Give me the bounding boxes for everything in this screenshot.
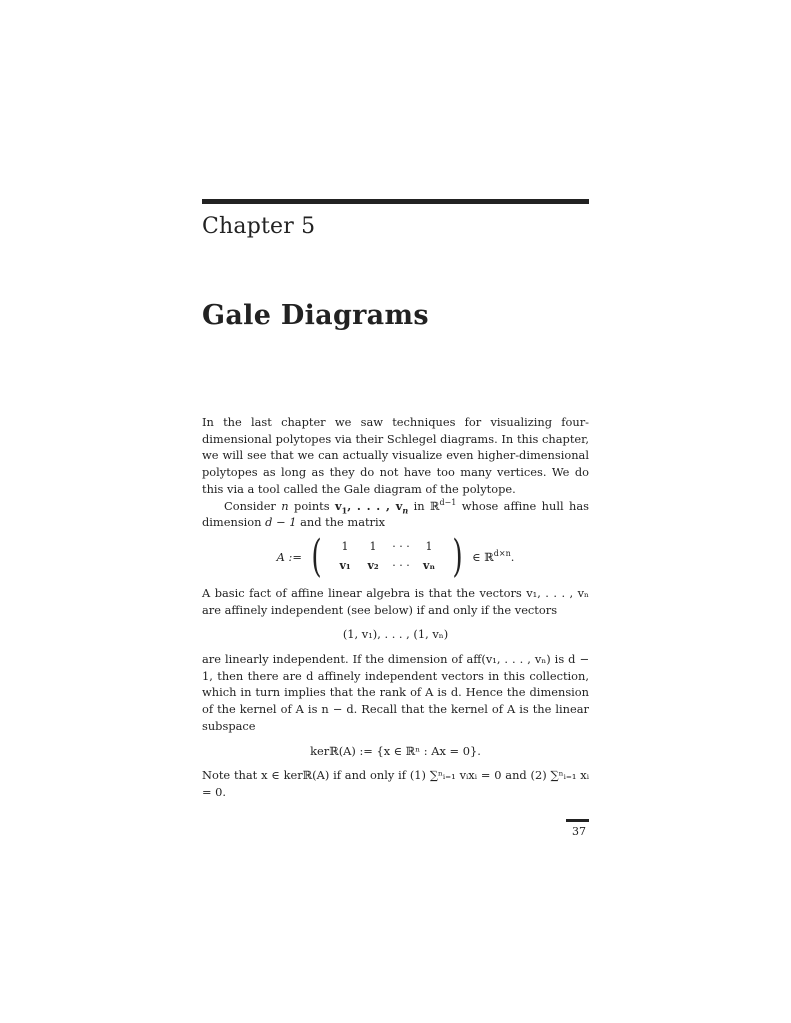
matrix-cell: 1 [341, 540, 349, 554]
left-paren: ( [311, 530, 322, 582]
page-number: 37 [572, 825, 586, 838]
matrix-cell: v₂ [367, 558, 379, 572]
right-paren: ) [452, 530, 463, 582]
math-n: n [281, 498, 289, 513]
math-dim: d − 1 [265, 515, 297, 530]
matrix-cell: · · · [392, 540, 410, 554]
chapter-top-rule [202, 199, 589, 204]
matrix-rhs: ∈ ℝ$^{d\times n}$. [472, 548, 515, 564]
text-run: Consider [224, 498, 282, 513]
matrix-lhs: A := [276, 549, 302, 564]
matrix-cell: · · · [392, 558, 410, 572]
page-number-rule [566, 819, 589, 822]
chapter-title: Gale Diagrams [202, 300, 429, 331]
text-run: and the matrix [296, 515, 386, 530]
math-sup: d−1 [439, 497, 457, 507]
equation-vectors: (1, v₁), . . . , (1, vₙ) [342, 627, 449, 642]
paragraph-note: Note that x ∈ kerℝ(A) if and only if (1) ∑ⁿᵢ₌₁ vᵢxᵢ = 0 and (2) ∑ⁿᵢ₌₁ xᵢ = 0. [202, 768, 589, 799]
matrix-body [331, 539, 443, 574]
paragraph-linear-independence: are linearly independent. If the dimension of aff(v₁, . . . , vₙ) is d − 1, then there are d affinely independent vectors in this collection, which in turn implies that the rank of A is d. Hence the dimension of the kernel of A is n − d. Recall that the kernel of A is the linear subspace [202, 652, 589, 733]
paragraph-intro: In the last chapter we saw techniques for visualizing four-dimensional polytopes via their Schlegel diagrams. In this chapter, we will see that we can actually visualize even higher-dimensional polytopes as long as they do not have too many vertices. We do this via a tool called the Gale diagram of the polytope. [202, 415, 589, 496]
matrix-equation [202, 530, 589, 582]
equation-kernel: kerℝ(A) := {x ∈ ℝⁿ : Ax = 0}. [310, 743, 481, 758]
matrix-cell: v₁ [339, 558, 351, 572]
matrix-cell: 1 [369, 540, 377, 554]
matrix-rhs-sup: d×n [493, 548, 511, 558]
chapter-label: Chapter 5 [202, 214, 316, 239]
text-run: in ℝ [408, 498, 440, 513]
math-vectors: $v_1$, . . . , $v_n$ [334, 498, 409, 515]
matrix-rhs-text: ∈ ℝ [472, 549, 494, 564]
matrix-cell: vₙ [422, 558, 436, 572]
chapter-body [202, 414, 589, 801]
text-run: whose affine hull has dimension [202, 498, 590, 530]
paragraph-affine-fact: A basic fact of affine linear algebra is that the vectors v₁, . . . , vₙ are affinely independent (see below) if and only if the vectors [202, 585, 589, 617]
text-run: points [288, 498, 335, 513]
matrix-cell: 1 [425, 540, 433, 554]
paragraph-consider [202, 498, 589, 531]
